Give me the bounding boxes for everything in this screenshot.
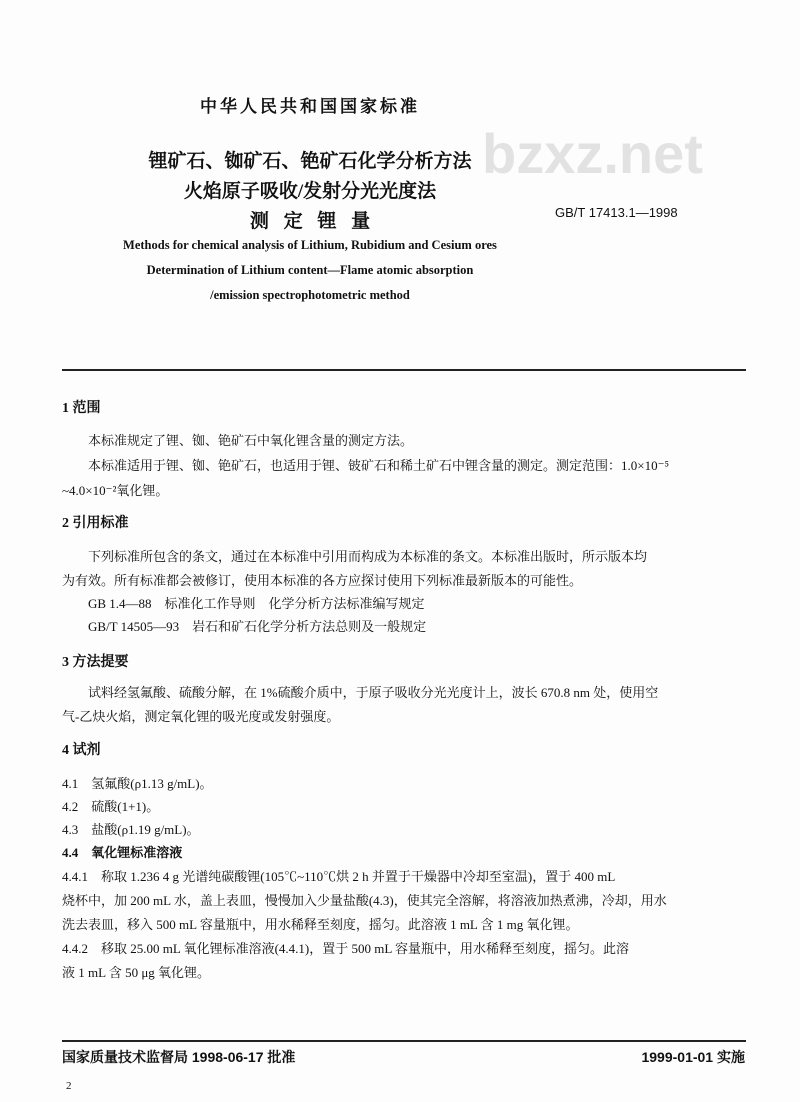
title-line-1: 锂矿石、铷矿石、铯矿石化学分析方法 xyxy=(148,151,472,172)
national-standard-label: 中华人民共和国国家标准 xyxy=(200,97,420,116)
reference-item: GB/T 14505—93 岩石和矿石化学分析方法总则及一般规定 xyxy=(88,619,427,634)
reagent-item: 4.3 盐酸(ρ1.19 g/mL)。 xyxy=(62,822,200,837)
header-rule xyxy=(62,369,746,371)
paragraph-line: 为有效。所有标准都会被修订，使用本标准的各方应探讨使用下列标准最新版本的可能性。 xyxy=(62,573,583,588)
approval-date: 国家质量技术监督局 1998-06-17 批准 xyxy=(62,1049,296,1065)
paragraph-line: 液 1 mL 含 50 μg 氧化锂。 xyxy=(62,965,211,980)
paragraph-line: 洗去表皿，移入 500 mL 容量瓶中，用水稀释至刻度，摇匀。此溶液 1 mL 含 1 mg 氧化锂。 xyxy=(62,917,579,932)
paragraph-line: ~4.0×10⁻²氧化锂。 xyxy=(62,483,169,498)
paragraph-line: 烧杯中，加 200 mL 水，盖上表皿，慢慢加入少量盐酸(4.3)，使其完全溶解，将溶液加热煮沸，冷却，用水 xyxy=(62,893,667,908)
title-line-3: 测 定 锂 量 xyxy=(249,211,371,232)
standard-code: GB/T 17413.1—1998 xyxy=(555,205,678,220)
watermark: bzxz.net xyxy=(482,122,703,185)
section-4-heading: 4 试剂 xyxy=(62,743,101,758)
english-title-3: /emission spectrophotometric method xyxy=(210,288,410,302)
section-2-heading: 2 引用标准 xyxy=(62,516,129,531)
footer-rule xyxy=(62,1040,746,1042)
paragraph-line: 4.4.2 移取 25.00 mL 氧化锂标准溶液(4.4.1)，置于 500 mL 容量瓶中，用水稀释至刻度，摇匀。此溶 xyxy=(62,941,630,956)
reference-item: GB 1.4—88 标准化工作导则 化学分析方法标准编写规定 xyxy=(88,596,425,611)
page-number: 2 xyxy=(66,1080,72,1092)
paragraph-line: 下列标准所包含的条文，通过在本标准中引用而构成为本标准的条文。本标准出版时，所示版本均 xyxy=(88,549,648,564)
reagent-item: 4.4 氧化锂标准溶液 xyxy=(62,845,183,860)
paragraph-line: 本标准适用于锂、铷、铯矿石，也适用于锂、铍矿石和稀土矿石中锂含量的测定。测定范围：1.0×10⁻⁵ xyxy=(88,458,669,473)
paragraph-line: 气-乙炔火焰，测定氧化锂的吸光度或发射强度。 xyxy=(62,709,340,724)
english-title-2: Determination of Lithium content—Flame atomic absorption xyxy=(146,263,474,277)
paragraph-line: 本标准规定了锂、铷、铯矿石中氧化锂含量的测定方法。 xyxy=(88,433,414,448)
paragraph-line: 试料经氢氟酸、硫酸分解，在 1%硫酸介质中，于原子吸收分光光度计上，波长 670.8 nm 处，使用空 xyxy=(88,685,659,700)
english-title-1: Methods for chemical analysis of Lithium, Rubidium and Cesium ores xyxy=(123,238,497,252)
reagent-item: 4.2 硫酸(1+1)。 xyxy=(62,799,160,814)
reagent-item: 4.1 氢氟酸(ρ1.13 g/mL)。 xyxy=(62,776,213,791)
paragraph-line: 4.4.1 称取 1.236 4 g 光谱纯碳酸锂(105℃~110℃烘 2 h 并置于干燥器中冷却至室温)，置于 400 mL xyxy=(62,869,616,884)
implementation-date: 1999-01-01 实施 xyxy=(641,1049,745,1065)
section-3-heading: 3 方法提要 xyxy=(62,655,129,670)
section-1-heading: 1 范围 xyxy=(62,401,101,416)
title-line-2: 火焰原子吸收/发射分光光度法 xyxy=(183,181,437,202)
